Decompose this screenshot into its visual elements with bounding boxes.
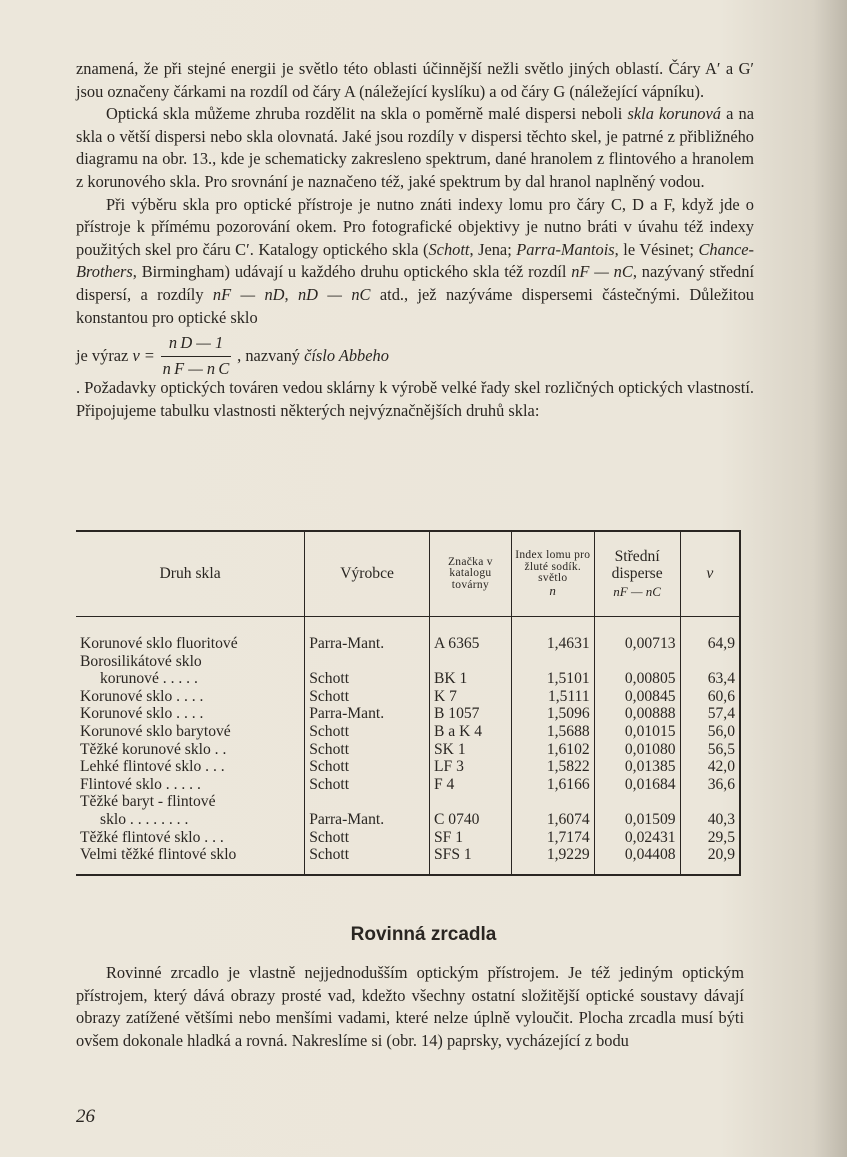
table-row bbox=[76, 635, 740, 653]
cell-druh: Těžké korunové sklo . . bbox=[80, 740, 227, 758]
p2-text-a: Optická skla můžeme zhruba rozdělit na skla o poměrně malé dispersi neboli bbox=[106, 104, 628, 124]
cell-vyrobce: Schott bbox=[305, 723, 430, 741]
formula-abbe-number: číslo Abbeho bbox=[304, 345, 389, 365]
formula-fraction bbox=[161, 332, 231, 380]
table-row bbox=[76, 723, 740, 741]
header-index-label: Index lomu pro žluté sodík. světlo bbox=[515, 549, 591, 584]
cell-nu: 56,5 bbox=[680, 741, 740, 759]
cell-znacka: SF 1 bbox=[429, 829, 511, 847]
table-row bbox=[76, 670, 740, 688]
cell-vyrobce bbox=[305, 793, 430, 811]
table-header-row bbox=[76, 531, 740, 617]
p3-text-b: , Jena; bbox=[469, 239, 517, 259]
paragraph-3 bbox=[76, 194, 754, 330]
table-row bbox=[76, 653, 740, 671]
cell-disp: 0,02431 bbox=[594, 829, 680, 847]
cell-znacka: SFS 1 bbox=[429, 846, 511, 875]
cell-druh: Korunové sklo . . . . bbox=[80, 687, 204, 705]
cell-druh: Borosilikátové sklo bbox=[80, 652, 202, 670]
cell-druh: Těžké flintové sklo . . . bbox=[80, 828, 224, 846]
cell-nu: 42,0 bbox=[680, 758, 740, 776]
cell-druh: Flintové sklo . . . . . bbox=[80, 775, 201, 793]
cell-vyrobce: Schott bbox=[305, 741, 430, 759]
cell-znacka: B a K 4 bbox=[429, 723, 511, 741]
header-nu-label: ν bbox=[706, 565, 714, 583]
symbol-nd-nc: nD — nC bbox=[297, 284, 371, 304]
cell-znacka: BK 1 bbox=[429, 670, 511, 688]
cell-nu: 40,3 bbox=[680, 811, 740, 829]
abbe-formula bbox=[76, 331, 754, 381]
formula-prefix: je výraz bbox=[76, 345, 129, 365]
table-row bbox=[76, 811, 740, 829]
cell-znacka: SK 1 bbox=[429, 741, 511, 759]
p2-emphasis: skla korunová bbox=[627, 104, 721, 124]
cell-druh: Korunové sklo fluoritové bbox=[80, 635, 238, 652]
p3-schott: Schott bbox=[428, 239, 470, 259]
p3-text-a: Při výběru skla pro optické přístroje je nutno znáti indexy lomu pro čáry C, D a F, když jde o přístroje k přímému pozorování okem. Pro fotografické objektivy je nutno bráti v úvahu též indexy použitých skel pro čáru C′. Katalogy optického skla ( bbox=[76, 194, 754, 259]
cell-nu: 56,0 bbox=[680, 723, 740, 741]
cell-n: 1,9229 bbox=[511, 846, 594, 875]
cell-disp: 0,01509 bbox=[594, 811, 680, 829]
cell-druh: sklo . . . . . . . . bbox=[100, 810, 189, 828]
cell-disp: 0,00713 bbox=[594, 635, 680, 653]
header-stredni-formula: nF — nC bbox=[613, 583, 661, 599]
cell-znacka bbox=[429, 793, 511, 811]
symbol-nf-nc: nF — nC bbox=[571, 262, 633, 282]
cell-nu bbox=[680, 653, 740, 671]
cell-vyrobce: Parra-Mant. bbox=[305, 635, 430, 653]
paragraph-4: . Požadavky optických továren vedou sklárny k výrobě velké řady skel rozličných optických vlastností. Připojujeme tabulku vlastnosti některých nejvýznačnějších druhů skla: bbox=[76, 378, 754, 420]
cell-disp: 0,01015 bbox=[594, 723, 680, 741]
comma-sep: , bbox=[284, 284, 298, 304]
header-index bbox=[511, 531, 594, 617]
section-text bbox=[76, 962, 744, 1052]
cell-znacka: F 4 bbox=[429, 776, 511, 794]
cell-disp: 0,01080 bbox=[594, 741, 680, 759]
cell-n: 1,6074 bbox=[511, 811, 594, 829]
cell-druh: Korunové sklo barytové bbox=[80, 722, 231, 740]
cell-vyrobce: Schott bbox=[305, 688, 430, 706]
cell-disp: 0,01684 bbox=[594, 776, 680, 794]
paragraph-2 bbox=[76, 103, 754, 193]
cell-n: 1,4631 bbox=[511, 635, 594, 653]
formula-post-a: , nazvaný bbox=[237, 345, 305, 365]
p3-parra: Parra-Mantois bbox=[516, 239, 615, 259]
cell-nu: 63,4 bbox=[680, 670, 740, 688]
cell-disp: 0,00888 bbox=[594, 705, 680, 723]
cell-nu: 36,6 bbox=[680, 776, 740, 794]
cell-n: 1,5822 bbox=[511, 758, 594, 776]
formula-denominator: n F — n C bbox=[162, 358, 230, 378]
cell-druh: Velmi těžké flintové sklo bbox=[80, 846, 237, 864]
cell-n: 1,5096 bbox=[511, 705, 594, 723]
page-number: 26 bbox=[76, 1106, 95, 1127]
cell-disp: 0,01385 bbox=[594, 758, 680, 776]
cell-znacka: LF 3 bbox=[429, 758, 511, 776]
cell-druh: Lehké flintové sklo . . . bbox=[80, 758, 225, 776]
cell-vyrobce: Schott bbox=[305, 846, 430, 875]
cell-n: 1,6166 bbox=[511, 776, 594, 794]
symbol-nf-nd: nF — nD bbox=[212, 284, 285, 304]
cell-nu: 60,6 bbox=[680, 688, 740, 706]
cell-disp: 0,04408 bbox=[594, 846, 680, 875]
header-stredni bbox=[594, 531, 680, 617]
cell-n: 1,7174 bbox=[511, 829, 594, 847]
cell-druh: Korunové sklo . . . . bbox=[80, 705, 204, 723]
cell-znacka: A 6365 bbox=[429, 635, 511, 653]
cell-vyrobce bbox=[305, 653, 430, 671]
main-text bbox=[76, 58, 754, 422]
cell-nu: 57,4 bbox=[680, 705, 740, 723]
cell-znacka bbox=[429, 653, 511, 671]
cell-vyrobce: Parra-Mant. bbox=[305, 705, 430, 723]
header-nu bbox=[680, 531, 740, 617]
cell-druh: Těžké baryt - flintové bbox=[80, 793, 216, 811]
cell-vyrobce: Parra-Mant. bbox=[305, 811, 430, 829]
table-body bbox=[76, 617, 740, 875]
cell-znacka: B 1057 bbox=[429, 705, 511, 723]
cell-n bbox=[511, 653, 594, 671]
p3-text-d: , Birmingham) udávají u každého druhu optického skla též rozdíl bbox=[132, 262, 572, 282]
p3-chance: Chance-Brothers bbox=[76, 239, 754, 282]
table-row bbox=[76, 829, 740, 847]
p3-text-c: , le Vésinet; bbox=[614, 239, 699, 259]
cell-n: 1,6102 bbox=[511, 741, 594, 759]
p3-text-e: , nazývaný střední dispersí, a rozdíly bbox=[76, 262, 754, 304]
header-index-n: n bbox=[549, 582, 557, 598]
cell-znacka: K 7 bbox=[429, 688, 511, 706]
formula-numerator: n D — 1 bbox=[161, 332, 231, 357]
cell-vyrobce: Schott bbox=[305, 776, 430, 794]
cell-n: 1,5688 bbox=[511, 723, 594, 741]
cell-nu bbox=[680, 793, 740, 811]
cell-nu: 29,5 bbox=[680, 829, 740, 847]
formula-nu: ν = bbox=[132, 345, 155, 365]
paragraph-1: znamená, že při stejné energii je světlo této oblasti účinnější nežli světlo jiných oblastí. Čáry A′ a G′ jsou označeny čárkami na rozdíl od čáry A (náležející kyslíku) a od čáry G (náležející vápníku). bbox=[76, 59, 754, 101]
header-druh: Druh skla bbox=[76, 531, 305, 617]
table-row bbox=[76, 688, 740, 706]
p2-text-b: a na skla o větší dispersi nebo skla olovnatá. Jaké jsou rozdíly v dispersi těchto skel, je patrné z přibližného diagramu na obr. 13., kde je schematicky zakresleno spektrum, dané hranolem z flintového a hranolem z korunového skla. Pro srovnání je naznačeno též, jaké spektrum by dal hranol naplněný vodou. bbox=[76, 104, 754, 191]
cell-nu: 20,9 bbox=[680, 846, 740, 875]
cell-disp: 0,00845 bbox=[594, 688, 680, 706]
section-title: Rovinná zrcadla bbox=[350, 924, 497, 945]
cell-n: 1,5111 bbox=[511, 688, 594, 706]
cell-nu: 64,9 bbox=[680, 635, 740, 653]
table-row bbox=[76, 758, 740, 776]
cell-disp bbox=[594, 653, 680, 671]
cell-n: 1,5101 bbox=[511, 670, 594, 688]
cell-druh: korunové . . . . . bbox=[100, 670, 198, 688]
cell-disp: 0,00805 bbox=[594, 670, 680, 688]
formula-suffix bbox=[237, 345, 389, 368]
cell-disp bbox=[594, 793, 680, 811]
cell-n bbox=[511, 793, 594, 811]
table-row bbox=[76, 741, 740, 759]
table-row bbox=[76, 705, 740, 723]
cell-vyrobce: Schott bbox=[305, 670, 430, 688]
cell-vyrobce: Schott bbox=[305, 758, 430, 776]
header-znacka: Značka v katalogu továrny bbox=[429, 531, 511, 617]
table-spacer-row bbox=[76, 617, 740, 636]
p3-text-f: atd., jež nazýváme dispersemi částečnými. Důležitou konstantou pro optické sklo bbox=[76, 284, 754, 327]
table-row bbox=[76, 793, 740, 811]
table-row bbox=[76, 846, 740, 875]
header-vyrobce: Výrobce bbox=[305, 531, 430, 617]
cell-vyrobce: Schott bbox=[305, 829, 430, 847]
cell-znacka: C 0740 bbox=[429, 811, 511, 829]
section-paragraph-1: Rovinné zrcadlo je vlastně nejjednodušším optickým přístrojem. Je též jediným optickým přístrojem, který dává obrazy prosté vad, kdežto všechny ostatní složitější optické soustavy dávají obrazy zatížené většími nebo menšími vadami, které nelze úplně vyloučit. Plocha zrcadla musí býti ovšem dokonale hladká a rovná. Nakreslíme si (obr. 14) paprsky, vycházející z bodu bbox=[76, 963, 744, 1050]
glass-properties-table bbox=[76, 530, 741, 876]
header-stredni-label: Střední disperse bbox=[611, 547, 663, 583]
table-row bbox=[76, 776, 740, 794]
